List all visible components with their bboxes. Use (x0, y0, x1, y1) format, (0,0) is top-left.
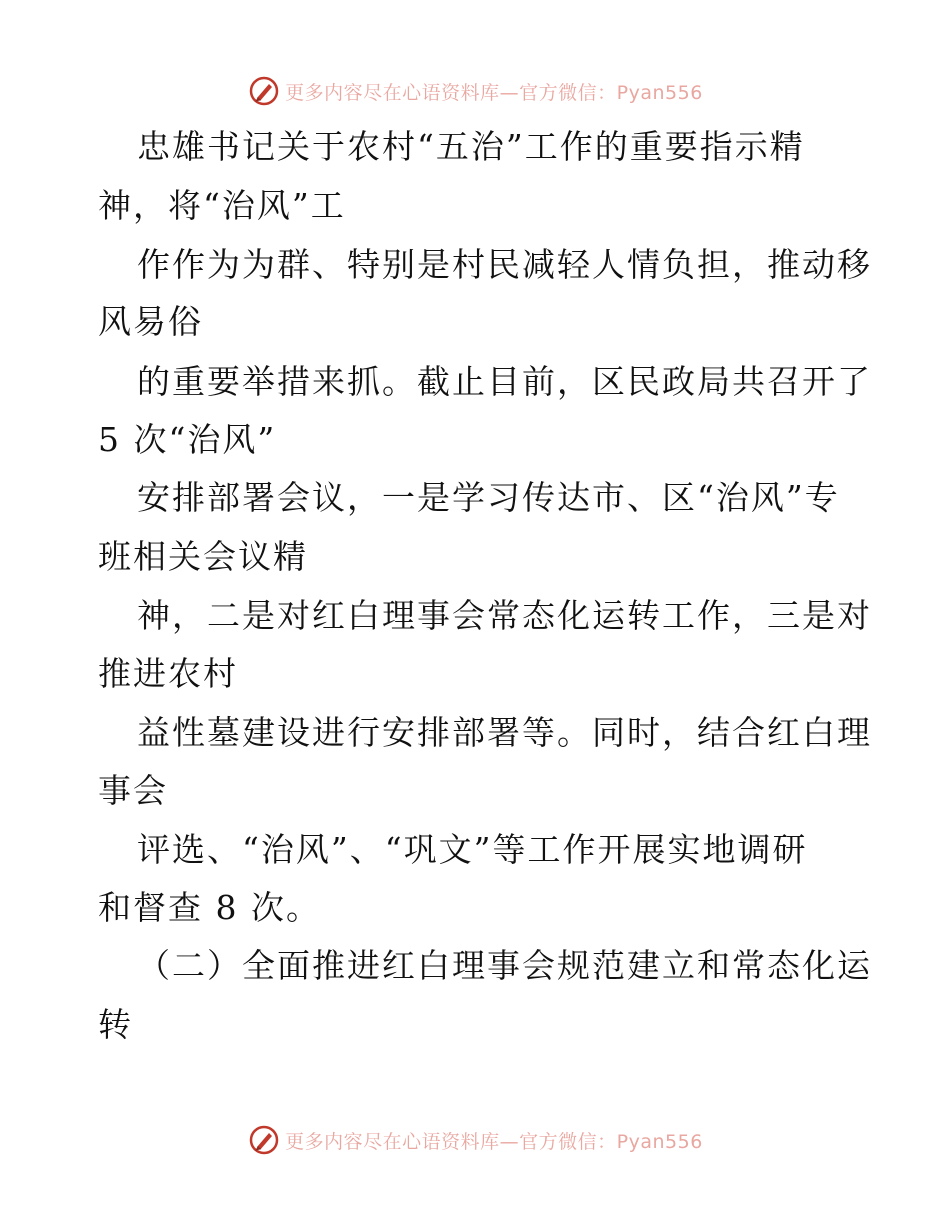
text-line: 和督查 8 次。 (98, 888, 321, 927)
text-line: 安排部署会议，一是学习传达市、区“治风”专 (137, 478, 840, 517)
watermark-text: 更多内容尽在心语资料库—官方微信：Pyan556 (285, 1130, 703, 1153)
text-line: 班相关会议精 (98, 537, 308, 576)
text-line: 评选、“治风”、“巩文”等工作开展实地调研 (137, 830, 808, 869)
watermark-footer (0, 1120, 950, 1160)
section-heading-continued: 转 (98, 1005, 133, 1044)
text-line: 神，二是对红白理事会常态化运转工作，三是对 (137, 596, 872, 635)
watermark-text: 更多内容尽在心语资料库—官方微信：Pyan556 (285, 81, 703, 104)
text-line: 推进农村 (98, 654, 238, 693)
text-line: 神，将“治风”工 (98, 186, 346, 225)
text-line: 5 次“治风” (98, 420, 277, 459)
text-line: 风易俗 (98, 302, 203, 341)
section-heading: （二）全面推进红白理事会规范建立和常态化运 (137, 946, 872, 985)
text-line: 忠雄书记关于农村“五治”工作的重要指示精 (137, 127, 805, 166)
pen-nib-logo-icon (247, 1123, 281, 1157)
text-line: 的重要举措来抓。截止目前，区民政局共召开了 (137, 362, 872, 401)
text-line: 事会 (98, 771, 168, 810)
text-line: 益性墓建设进行安排部署等。同时，结合红白理 (137, 713, 872, 752)
text-line: 作作为为群、特别是村民减轻人情负担，推动移 (137, 245, 872, 284)
